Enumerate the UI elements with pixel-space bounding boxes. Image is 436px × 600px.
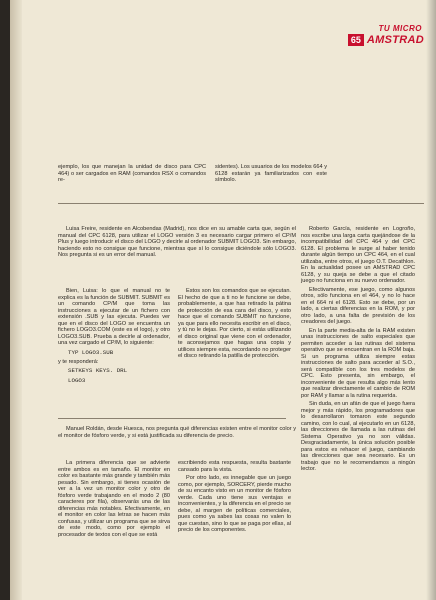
letter2-column [301,226,415,475]
letter2-p1: Roberto García, residente en Logroño, nos escribe una larga carta quejándose de la incompatibilidad del CPC 464 y del CPC 6128. El problema le surge al haber tenido durante algún tiempo un CPC 464, en el cual utilizaba, entre otros, el juego O.T. Decathlon. En la actualidad posee un AMSTRAD CPC 6128, y su queja se debe a que el citado juego no funciona en su nuevo ordenador. [301,226,415,284]
letter3-col2-p2: Por otro lado, es innegable que un juego como, por ejemplo, SORCERY, pierde mucho de su encanto visto en un monitor de fósforo verde. Cada uno tiene sus ventajas e inconvenientes, y la diferencia en el precio se debe, al margen de políticas comerciales, pues como ya sabes las cosas no valen lo que cuestan, sino lo que se paga por ellas, al precio de los componentes. [178,475,291,533]
intro-left-text: ejemplo, los que manejan la unidad de disco para CPC 464) o ser cargados en RAM (comandos RSX o comandos re- [58,164,206,183]
divider [58,203,424,204]
section-label: TU MICRO [378,24,422,33]
intro-left [58,164,206,186]
letter3-col1-text: La primera diferencia que se advierte entre ambos es en tamaño. El monitor en color es bastante más grande y también más pesado. Sin embargo, si tienes ocasión de ver a la vez un monitor color y otro de fósforo verde trabajando en el modo 2 (80 caracteres por fila), observarás una de las diferencias más notables. Efectivamente, en el monitor en color las letras se hacen más confusas, y utilizar un programa que se sirva de este modo, como por ejemplo el procesador de textos con el que se está [58,460,170,538]
letter1-question [58,226,296,261]
letter3-question-text: Manuel Roldán, desde Huesca, nos pregunta qué diferencias existen entre el monitor color y el monitor de fósforo verde, y si está justificada su diferencia de precio. [58,426,296,439]
magazine-page [10,0,436,600]
divider [58,418,286,419]
page-header [348,24,424,46]
letter2-p3: En la parte media-alta de la RAM existen unas instrucciones de salto especiales que permiten acceder a las rutinas del sistema operativo que se encuentran en la ROM baja. Si un programa utiliza siempre estas instrucciones de salto para acceder al S.O., será compatible con los tres modelos de CPC. Esto presenta, sin embargo, el inconveniente de que resulta algo más lento que realizar directamente el cambio de ROM por RAM y llamar a la rutina requerida. [301,327,415,399]
intro-right [215,164,327,186]
letter1-question-text: Luisa Freire, residente en Alcobendas (Madrid), nos dice en su amable carta que, según el manual del CPC 6128, para utilizar el LOGO versión 3 es necesario cargar primero el CP/M Plus y luego introducir el disco del LOGO y decirle al ordenador SUBMIT LOGO3. Sin embargo, haciendo esto no consigue que funcione, mientras que sí lo consigue diciéndole sólo LOGO3. Nos pregunta si es un error del manual. [58,226,296,258]
code-line: SETKEYS KEYS. DRL [68,367,128,374]
page-number: 65 [348,34,364,46]
letter2-p2: Efectivamente, ese juego, como algunos otros, sólo funciona en el 464, y no lo hace en el 664 ni el 6128. Esto se debe, por un lado, a ciertas diferencias en la ROM, y por otro lado, a una falta de previsión de los creadores del juego. [301,286,415,325]
letter3-col2-p1: escribiendo esta respuesta, resulta bastante cansado para la vista. [178,460,291,473]
code-line: LOGO3 [68,377,86,384]
letter3-question [58,426,296,441]
letter1-answer-text-b: y te responderá: [58,358,99,365]
brand-logo: AMSTRAD [366,34,424,46]
intro-right-text: sidentes). Los usuarios de los modelos 664 y 6128 estarán ya familiarizados con este símbolo. [215,164,327,183]
page-gutter [10,0,22,600]
letter1-answer-col1 [58,288,170,387]
letter1-answer-col2-text: Estos son los comandos que se ejecutan. El hecho de que a ti no le funcione se debe, probablemente, a que has retirado la pátina de protección de esa cara del disco, y esto hace que el comando SUBMIT no funcione, ya que para ello necesita escribir en el disco, y tú no le dejas. Por cierto, si estás utilizando el disco original que viene con el ordenador, te aconsejamos que hagas una copia y utilices siempre esta, recordando no proteger el disco retirando la patilla de protección. [178,288,291,359]
page-edge-shadow [426,0,436,600]
brand-bar [348,34,424,46]
code-line: TYP LOGO3.SUB [68,348,114,356]
letter1-answer-col2 [178,288,291,362]
letter3-col1 [58,460,170,540]
letter3-col2 [178,460,291,536]
letter1-answer-text-a: Bien, Luisa: lo que el manual no te explica es la función de SUBMIT. SUBMIT es un comando CP/M que toma las instrucciones a ejecutar de un fichero con extensión .SUB y las ejecuta. Puedes ver que en el disco del LOGO se encuentra un fichero LOGO3.COM (este es el logo), y otro LOGO3.SUB. Prueba a decirle al ordenador, una vez cargado el CP/M, lo siguiente: [58,288,170,346]
letter2-p4: Sin duda, en un afán de que el juego fuera mejor y más rápido, los programadores que lo desarrollaron tomaron este segundo camino, con lo cual, al ejecutarlo en un 6128, las direcciones de llamada a las rutinas del Sistema Operativo ya no son válidas. Desgraciadamente, la única solución posible para estos es rehacer el juego, cambiando las direcciones que sea necesario. Es un trabajo que no le recomendamos a ningún lector. [301,401,415,472]
